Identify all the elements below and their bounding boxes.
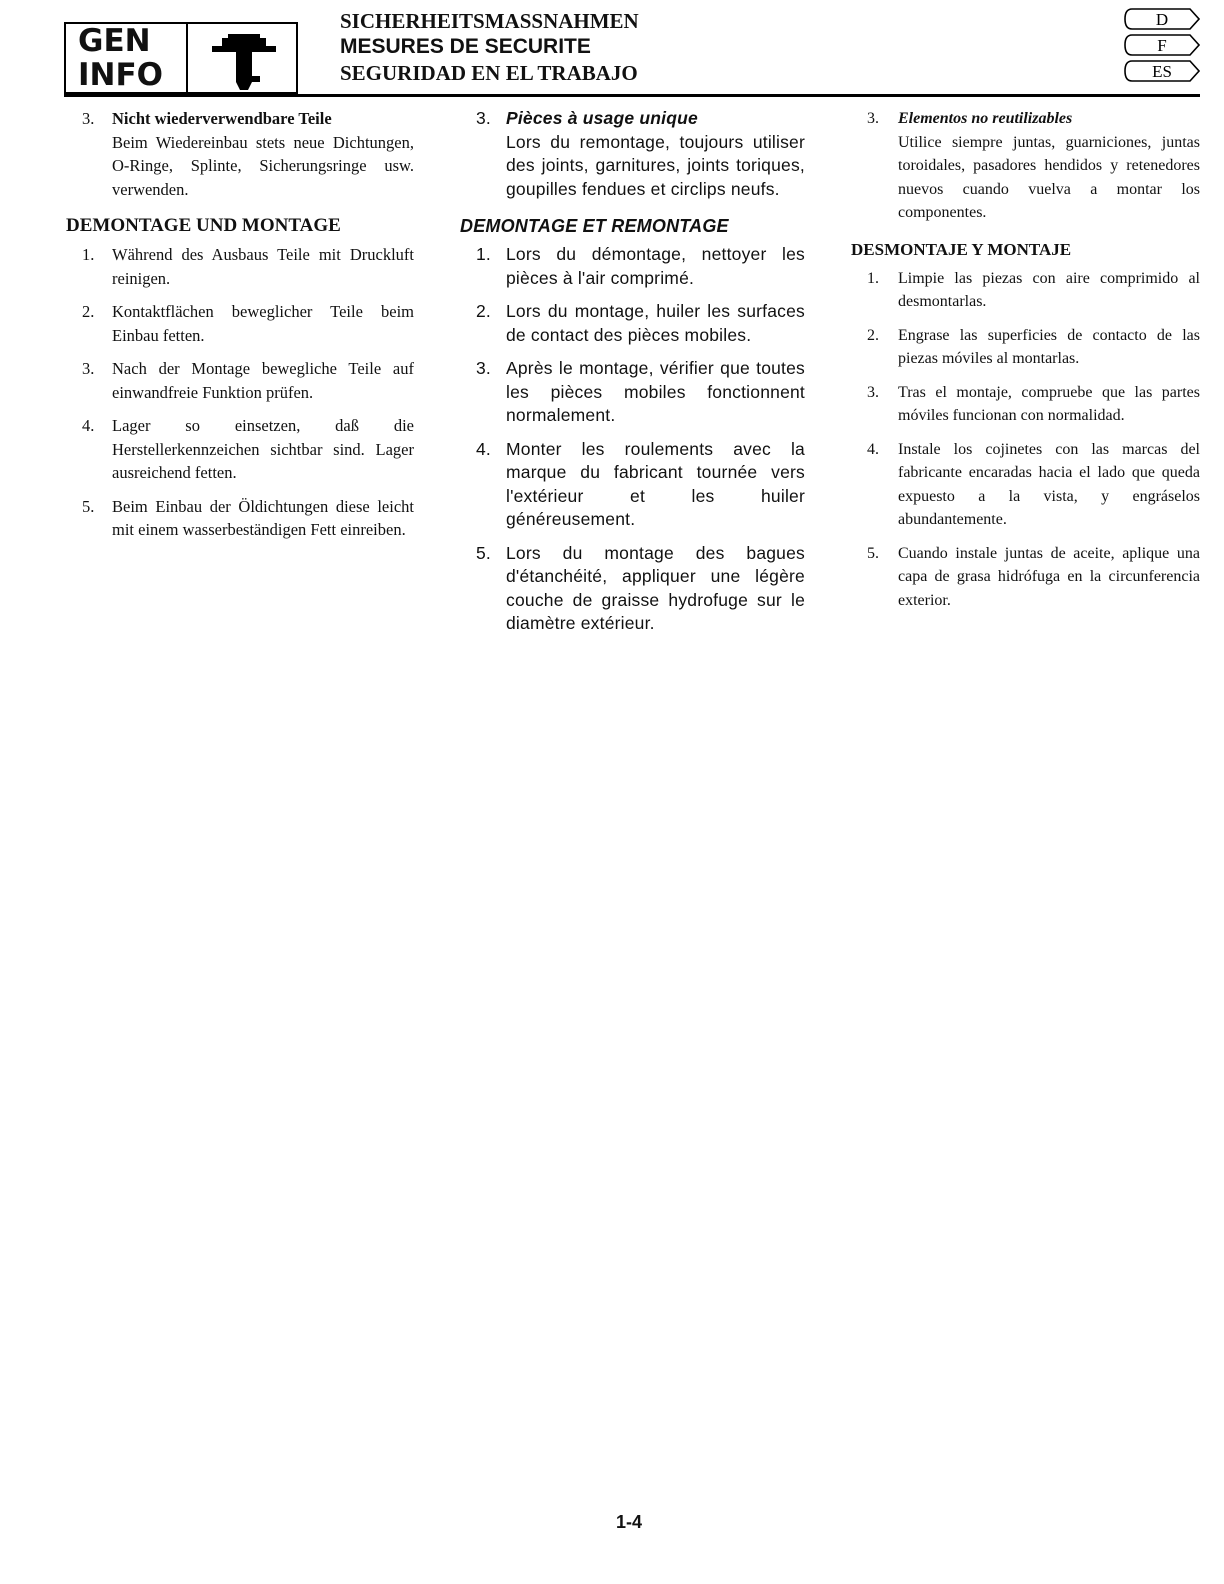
item-number: 1. [476,244,491,264]
item-text: Cuando instale juntas de aceite, aplique una capa de grasa hidrófuga en la circunferencia exterior. [898,544,1200,609]
item-text: Lors du remontage, toujours utiliser des joints, garnitures, joints toriques, goupilles fendues et circlips neufs. [506,131,805,199]
section-heading: DEMONTAGE ET REMONTAGE [460,216,729,236]
item-text: Lors du montage des bagues d'étanchéité, appliquer une légère couche de graisse hydrofuge sur le diamètre extérieur. [506,542,805,633]
item-text: Utilice siempre juntas, guarniciones, juntas toroidales, pasadores hendidos y retenedores nuevos cuando vuelva a montar los componentes. [898,133,1200,221]
list-item [851,324,1200,371]
item-number: 4. [82,416,95,435]
item-text: Beim Wiedereinbau stets neue Dichtungen, O-Ringe, Splinte, Sicherungsringe usw. verwenden. [112,132,414,199]
item-text: Engrase las superficies de contacto de las piezas móviles al montarlas. [898,326,1200,367]
item-number: 3. [476,358,491,378]
title-de: SICHERHEITSMASSNAHMEN [340,9,639,33]
language-badge-es [1124,60,1200,82]
list-item [66,357,414,404]
language-badge-fr [1124,34,1200,56]
item-number: 3. [82,359,95,378]
item-title: Pièces à usage unique [506,108,698,128]
item-number: 1. [867,269,879,287]
info-label: INFO [78,57,164,93]
title-es: SEGURIDAD EN EL TRABAJO [340,61,638,85]
list-item [851,107,1200,225]
item-number: 2. [867,326,879,344]
column-french [460,107,805,646]
list-item [460,357,805,428]
page-number: 1-4 [616,1512,643,1532]
item-text: Kontaktflächen beweglicher Teile beim Einbau fetten. [112,302,414,345]
language-badge-es-label: ES [1152,62,1172,81]
list-item [460,542,805,636]
language-badge-fr-label: F [1157,36,1167,55]
header-divider [64,94,1200,97]
item-text: Während des Ausbaus Teile mit Druckluft reinigen. [112,245,414,288]
column-spanish [851,107,1200,622]
list-item [851,542,1200,613]
list-item [66,414,414,485]
item-text: Nach der Montage bewegliche Teile auf einwandfreie Funktion prüfen. [112,359,414,402]
section-heading: DESMONTAJE Y MONTAJE [851,239,1072,259]
item-number: 3. [82,109,95,128]
item-number: 1. [82,245,95,264]
gen-label: GEN [78,23,151,59]
item-number: 2. [82,302,95,321]
column-german [66,107,414,552]
list-item [66,300,414,347]
item-number: 3. [867,383,879,401]
item-number: 3. [476,108,491,128]
title-fr: MESURES DE SECURITE [340,35,591,58]
item-number: 5. [867,544,879,562]
language-badge-de-label: D [1155,10,1169,29]
item-number: 4. [476,438,491,459]
list-item [460,243,805,290]
item-text: Lors du montage, huiler les surfaces de contact des pièces mobiles. [506,301,805,345]
list-item [460,300,805,347]
item-number: 3. [867,110,879,127]
item-text: Beim Einbau der Öldichtungen diese leicht mit einem wasserbeständigen Fett einreiben. [112,496,414,539]
list-item [66,107,414,201]
outboard-motor-icon [198,28,290,90]
item-text: Après le montage, vérifier que toutes les pièces mobiles fonctionnent normalement. [506,358,805,425]
language-badge-de [1124,8,1200,30]
item-title: Nicht wiederverwendbare Teile [112,109,332,128]
item-text: Tras el montaje, compruebe que las partes móviles funcionan con normalidad. [898,383,1200,424]
list-item [851,381,1200,428]
item-text: Lager so einsetzen, daß die Herstellerkennzeichen sichtbar sind. Lager ausreichend fetten. [112,416,414,482]
list-item [66,243,414,290]
section-badge [64,22,298,94]
item-number: 5. [476,542,491,563]
item-number: 5. [82,496,95,516]
item-number: 2. [476,301,491,321]
item-number: 4. [867,440,879,458]
item-text: Lors du démontage, nettoyer les pièces à l'air comprimé. [506,244,805,288]
list-item [460,107,805,201]
language-badges [1124,8,1200,86]
list-item [851,267,1200,314]
list-item [851,438,1200,532]
item-text: Monter les roulements avec la marque du fabricant tournée vers l'extérieur et les huiler généreusement. [506,438,805,529]
list-item [460,438,805,532]
page-title-group [340,8,639,86]
item-text: Limpie las piezas con aire comprimido al desmontarlas. [898,269,1200,310]
list-item [66,495,414,542]
item-title: Elementos no reutilizables [898,110,1073,127]
section-heading: DEMONTAGE UND MONTAGE [66,215,341,236]
item-text: Instale los cojinetes con las marcas del fabricante encaradas hacia el lado que queda expuesto a la vista, y engráselos abundantemente. [898,440,1200,528]
gen-info-label [66,24,188,92]
